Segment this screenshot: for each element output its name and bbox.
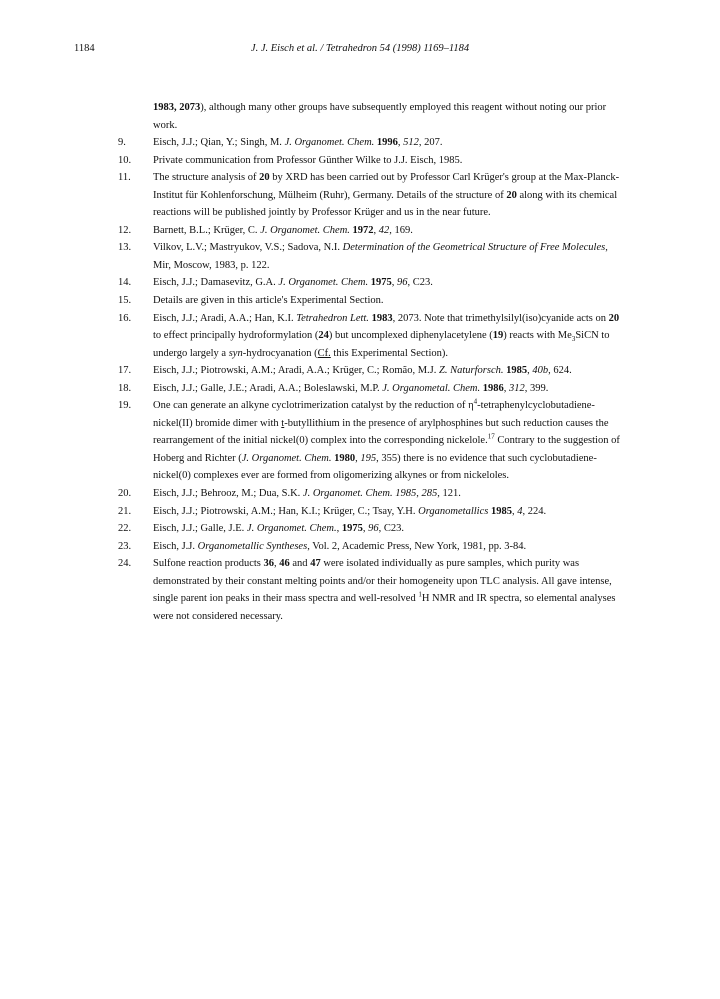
reference-15: 15. Details are given in this article's Experimental Section. [118,292,628,310]
reference-number: 15. [118,295,132,307]
running-head: J. J. Eisch et al. / Tetrahedron 54 (1998) 1169–1184 [250,43,470,54]
reference-13: 13. Vilkov, L.V.; Mastryukov, V.S.; Sadova, N.I. Determination of the Geometrical Structure of Free Molecules, Mir, Moscow, 1983, p. 122. [118,239,628,274]
reference-number: 18. [118,382,132,394]
reference-19: 19. One can generate an alkyne cyclotrimerization catalyst by the reduction of $\eta^4-tetraphenylcyclobutadiene-nickel(II)$ bromide dimer with t-butyllithium in the presence of arylphosphines but such reduction causes the rearrangement of the initial nickel(0) complex into the corresponding nickelole.$^{17}$ Contrary to the suggestion of Hoberg and Richter (J. Organomet. Chem. 1980, 195, 355) there is no evidence that such cyclobutadiene-nickel(0) complexes ever are formed from oligomerizing alkynes or from nickeloles. [118,397,620,482]
reference-number: 14. [118,277,132,289]
reference-21: 21. Eisch, J.J.; Piotrowski, A.M.; Han, K.I.; Krüger, C.; Tsay, Y.H. Organometallics 1985, 4, 224. [118,503,628,521]
reference-number: 12. [118,224,132,236]
reference-number: 23. [118,540,132,552]
reference-17: 17. Eisch, J.J.; Piotrowski, A.M.; Aradi, A.A.; Krüger, C.; Romão, M.J. Z. Naturforsch. 1985, 40b, 624. [118,362,628,380]
page-number: 1184 [74,43,95,54]
reference-11: 11. The structure analysis of 20 by XRD has been carried out by Professor Carl Krüger's group at the Max-Planck-Institut für Kohlenforschung, Mülheim (Ruhr), Germany. Details of the structure of 20 along with its chemical reactions will be published jointly by Professor Krüger and us in the near future. [118,169,628,222]
reference-number: 11. [118,172,131,184]
reference-number: 10. [118,154,132,166]
reference-16: 16. Eisch, J.J.; Aradi, A.A.; Han, K.I. Tetrahedron Lett. 1983, 2073. Note that trimethylsilyl(iso)cyanide acts on 20 to effect principally hydroformylation (24) but uncomplexed diphenylacetylene (19) reacts with $Me_3SiCN$ to undergo largely a syn-hydrocyanation (Cf. this Experimental Section). [118,310,628,363]
reference-10: 10. Private communication from Professor Günther Wilke to J.J. Eisch, 1985. [118,152,628,170]
reference-number: 17. [118,365,132,377]
reference-24: 24. Sulfone reaction products 36, 46 and 47 were isolated individually as pure samples, which purity was demonstrated by their constant melting points and/or their homogeneity upon TLC analysis. All gave intense, single parent ion peaks in their mass spectra and well-resolved $^1$H NMR and IR spectra, so elemental analyses were not considered necessary. [118,555,628,625]
reference-20: 20. Eisch, J.J.; Behrooz, M.; Dua, S.K. J. Organomet. Chem. 1985, 285, 121. [118,485,628,503]
reference-number: 16. [118,312,132,324]
reference-number: 22. [118,523,132,535]
reference-number: 9. [118,137,126,149]
reference-18: 18. Eisch, J.J.; Galle, J.E.; Aradi, A.A.; Boleslawski, M.P. J. Organometal. Chem. 1986, 312, 399. [118,380,628,398]
reference-9: 9. Eisch, J.J.; Qian, Y.; Singh, M. J. Organomet. Chem. 1996, 512, 207. [118,134,628,152]
reference-12: 12. Barnett, B.L.; Krüger, C. J. Organomet. Chem. 1972, 42, 169. [118,222,628,240]
reference-number: 13. [118,242,132,254]
reference-number: 24. [118,558,132,570]
reference-number: 20. [118,488,132,500]
reference-14: 14. Eisch, J.J.; Damasevitz, G.A. J. Organomet. Chem. 1975, 96, C23. [118,274,628,292]
reference-23: 23. Eisch, J.J. Organometallic Syntheses, Vol. 2, Academic Press, New York, 1981, pp. 3-84. [118,538,628,556]
reference-22: 22. Eisch, J.J.; Galle, J.E. J. Organomet. Chem., 1975, 96, C23. [118,520,628,538]
page-header [74,43,646,59]
reference-number: 19. [118,400,132,412]
references-list [118,99,628,625]
reference-continuation: 1983, 2073), although many other groups have subsequently employed this reagent without noting our prior work. [153,102,607,131]
reference-number: 21. [118,505,132,517]
